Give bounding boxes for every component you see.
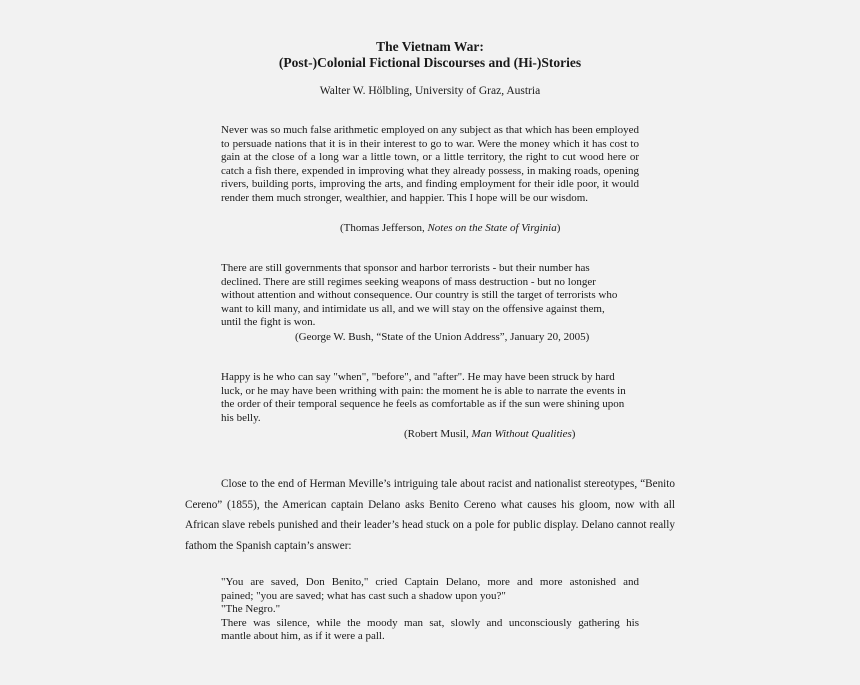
block-quote — [221, 576, 639, 644]
epigraph-jefferson-attribution — [340, 221, 560, 235]
attribution-title: Notes on the State of Virginia — [427, 222, 557, 234]
epigraph-musil-text: Happy is he who can say "when", "before", and "after". He may have been struck by hard luck, or he may have been writhing with pain: the moment he is able to narrate the events in the order of their temporal sequence he feels as comfortable as if the sun were shining upon his belly. — [221, 371, 626, 424]
author-line: Walter W. Hölbling, University of Graz, Austria — [319, 85, 541, 97]
block-quote-line: There was silence, while the moody man sat, slowly and unconsciously gathering his — [221, 616, 639, 629]
block-quote-line: mantle about him, as if it were a pall. — [221, 630, 385, 643]
epigraph-bush-text: There are still governments that sponsor and harbor terrorists - but their number has declined. There are still regimes seeking weapons of mass destruction - but no longer without attention and without consequence. Our country is still the target of terrorists who want to kill many, and intimidate us all, and we will stay on the offensive against them, until the fight is won. — [221, 262, 618, 329]
attribution-suffix: ) — [556, 222, 561, 234]
document-title-line-1: The Vietnam War: — [376, 39, 484, 54]
body-paragraph — [185, 474, 675, 556]
document-title-line-2: (Post-)Colonial Fictional Discourses and (Hi-)Stories — [278, 55, 582, 70]
attribution-suffix: ) — [571, 428, 576, 440]
body-paragraph-text: Close to the end of Herman Meville’s intriguing tale about racist and nationalist stereotypes, “Benito Cereno” (1855), the American captain Delano asks Benito Cereno what causes his gloom, now with all African slave rebels punished and their leader’s head stuck on a pole for public display. Delano cannot really fathom the Spanish captain’s answer: — [185, 478, 675, 552]
epigraph-jefferson-text: Never was so much false arithmetic employed on any subject as that which has been employed to persuade nations that it is in their interest to go to war. Were the money which it has cost to gain at the close of a long war a little town, or a little territory, the right to cut wood here or catch a fish there, expended in improving what they already possess, in making roads, opening rivers, building ports, improving the arts, and finding employment for their idle poor, it would render them much stronger, wealthier, and happier. This I hope will be our wisdom. — [221, 124, 639, 204]
epigraph-bush-attribution: (George W. Bush, “State of the Union Address”, January 20, 2005) — [295, 331, 590, 343]
block-quote-line: "You are saved, Don Benito," cried Captain Delano, more and more astonished and — [221, 576, 639, 588]
attribution-prefix: (Thomas Jefferson, — [340, 222, 428, 234]
block-quote-line: pained; "you are saved; what has cast such a shadow upon you?" — [221, 589, 506, 602]
attribution-prefix: (Robert Musil, — [404, 428, 472, 440]
block-quote-line: "The Negro." — [221, 603, 281, 616]
attribution-title: Man Without Qualities — [471, 428, 572, 440]
epigraph-musil-attribution — [404, 427, 575, 441]
